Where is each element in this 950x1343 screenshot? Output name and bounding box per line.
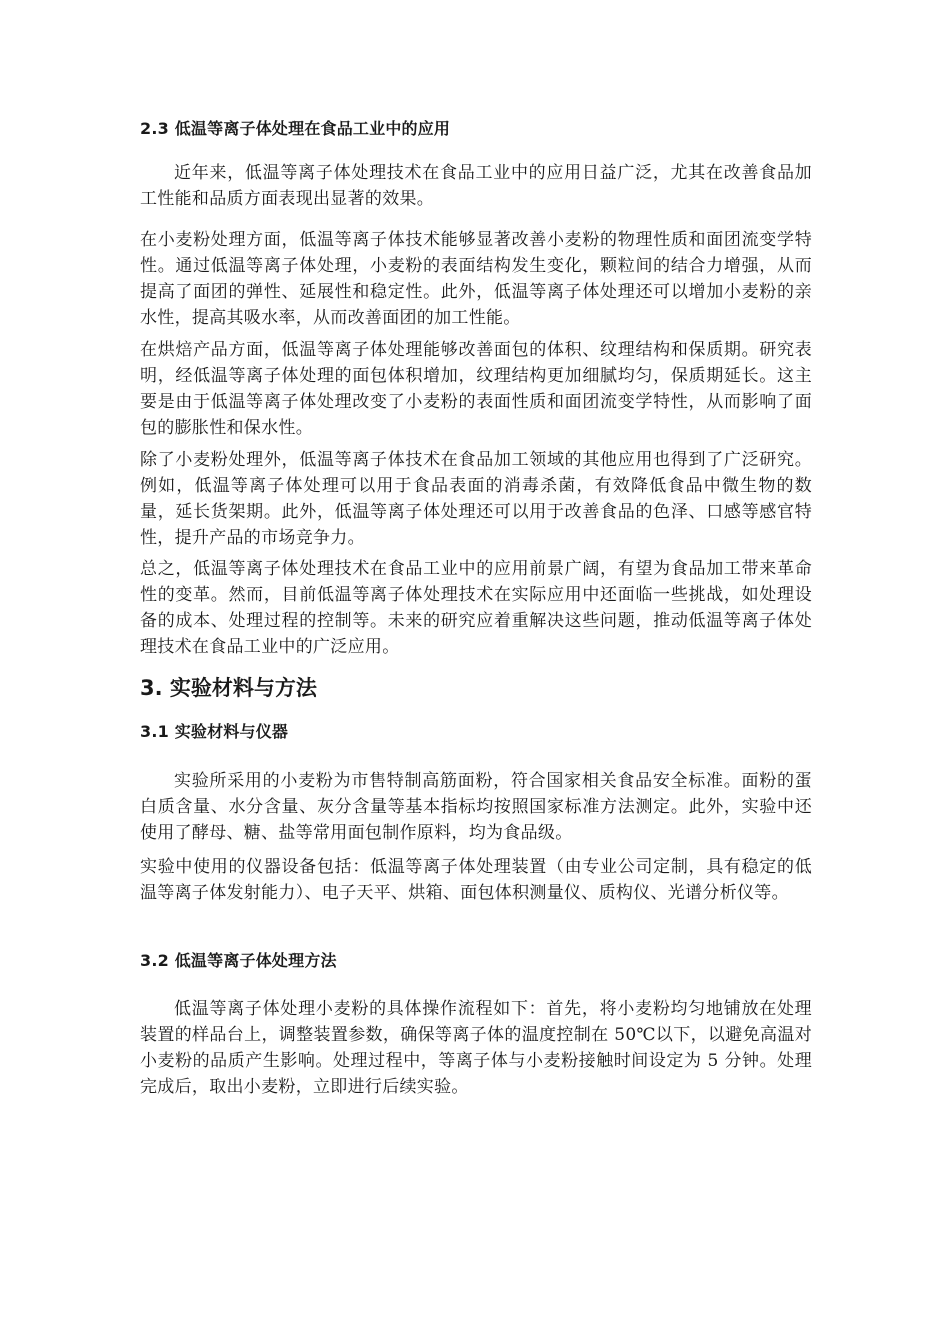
section-3-heading: 3. 实验材料与方法 [140, 676, 317, 700]
section-3-1-heading: 3.1 实验材料与仪器 [140, 722, 289, 741]
paragraph-2-3-wheat-flour: 在小麦粉处理方面，低温等离子体技术能够显著改善小麦粉的物理性质和面团流变学特性。通过低温等离子体处理，小麦粉的表面结构发生变化，颗粒间的结合力增强，从而提高了面团的弹性、延展性和稳定性。此外，低温等离子体处理还可以增加小麦粉的亲水性，提高其吸水率，从而改善面团的加工性能。 [140, 230, 812, 328]
paragraph-3-2-method: 低温等离子体处理小麦粉的具体操作流程如下：首先，将小麦粉均匀地铺放在处理装置的样品台上，调整装置参数，确保等离子体的温度控制在 50℃以下，以避免高温对小麦粉的品质产生影响。处理过程中，等离子体与小麦粉接触时间设定为 5 分钟。处理完成后，取出小麦粉，立即进行后续实验。 [140, 999, 812, 1097]
paragraph-2-3-intro: 近年来，低温等离子体处理技术在食品工业中的应用日益广泛，尤其在改善食品加工性能和品质方面表现出显著的效果。 [140, 163, 812, 209]
paragraph-3-1-instruments: 实验中使用的仪器设备包括：低温等离子体处理装置（由专业公司定制，具有稳定的低温等离子体发射能力）、电子天平、烘箱、面包体积测量仪、质构仪、光谱分析仪等。 [140, 857, 812, 903]
paragraph-2-3-bakery: 在烘焙产品方面，低温等离子体处理能够改善面包的体积、纹理结构和保质期。研究表明，经低温等离子体处理的面包体积增加，纹理结构更加细腻均匀，保质期延长。这主要是由于低温等离子体处理改变了小麦粉的表面性质和面团流变学特性，从而影响了面包的膨胀性和保水性。 [140, 340, 812, 438]
paragraph-3-1-materials: 实验所采用的小麦粉为市售特制高筋面粉，符合国家相关食品安全标准。面粉的蛋白质含量、水分含量、灰分含量等基本指标均按照国家标准方法测定。此外，实验中还使用了酵母、糖、盐等常用面包制作原料，均为食品级。 [140, 771, 812, 843]
paragraph-2-3-summary: 总之，低温等离子体处理技术在食品工业中的应用前景广阔，有望为食品加工带来革命性的变革。然而，目前低温等离子体处理技术在实际应用中还面临一些挑战，如处理设备的成本、处理过程的控制等。未来的研究应着重解决这些问题，推动低温等离子体处理技术在食品工业中的广泛应用。 [140, 559, 812, 657]
paragraph-2-3-other-uses: 除了小麦粉处理外，低温等离子体技术在食品加工领域的其他应用也得到了广泛研究。例如，低温等离子体处理可以用于食品表面的消毒杀菌，有效降低食品中微生物的数量，延长货架期。此外，低温等离子体处理还可以用于改善食品的色泽、口感等感官特性，提升产品的市场竞争力。 [140, 450, 812, 548]
section-2-3-heading: 2.3 低温等离子体处理在食品工业中的应用 [140, 119, 451, 138]
section-3-2-heading: 3.2 低温等离子体处理方法 [140, 951, 337, 970]
